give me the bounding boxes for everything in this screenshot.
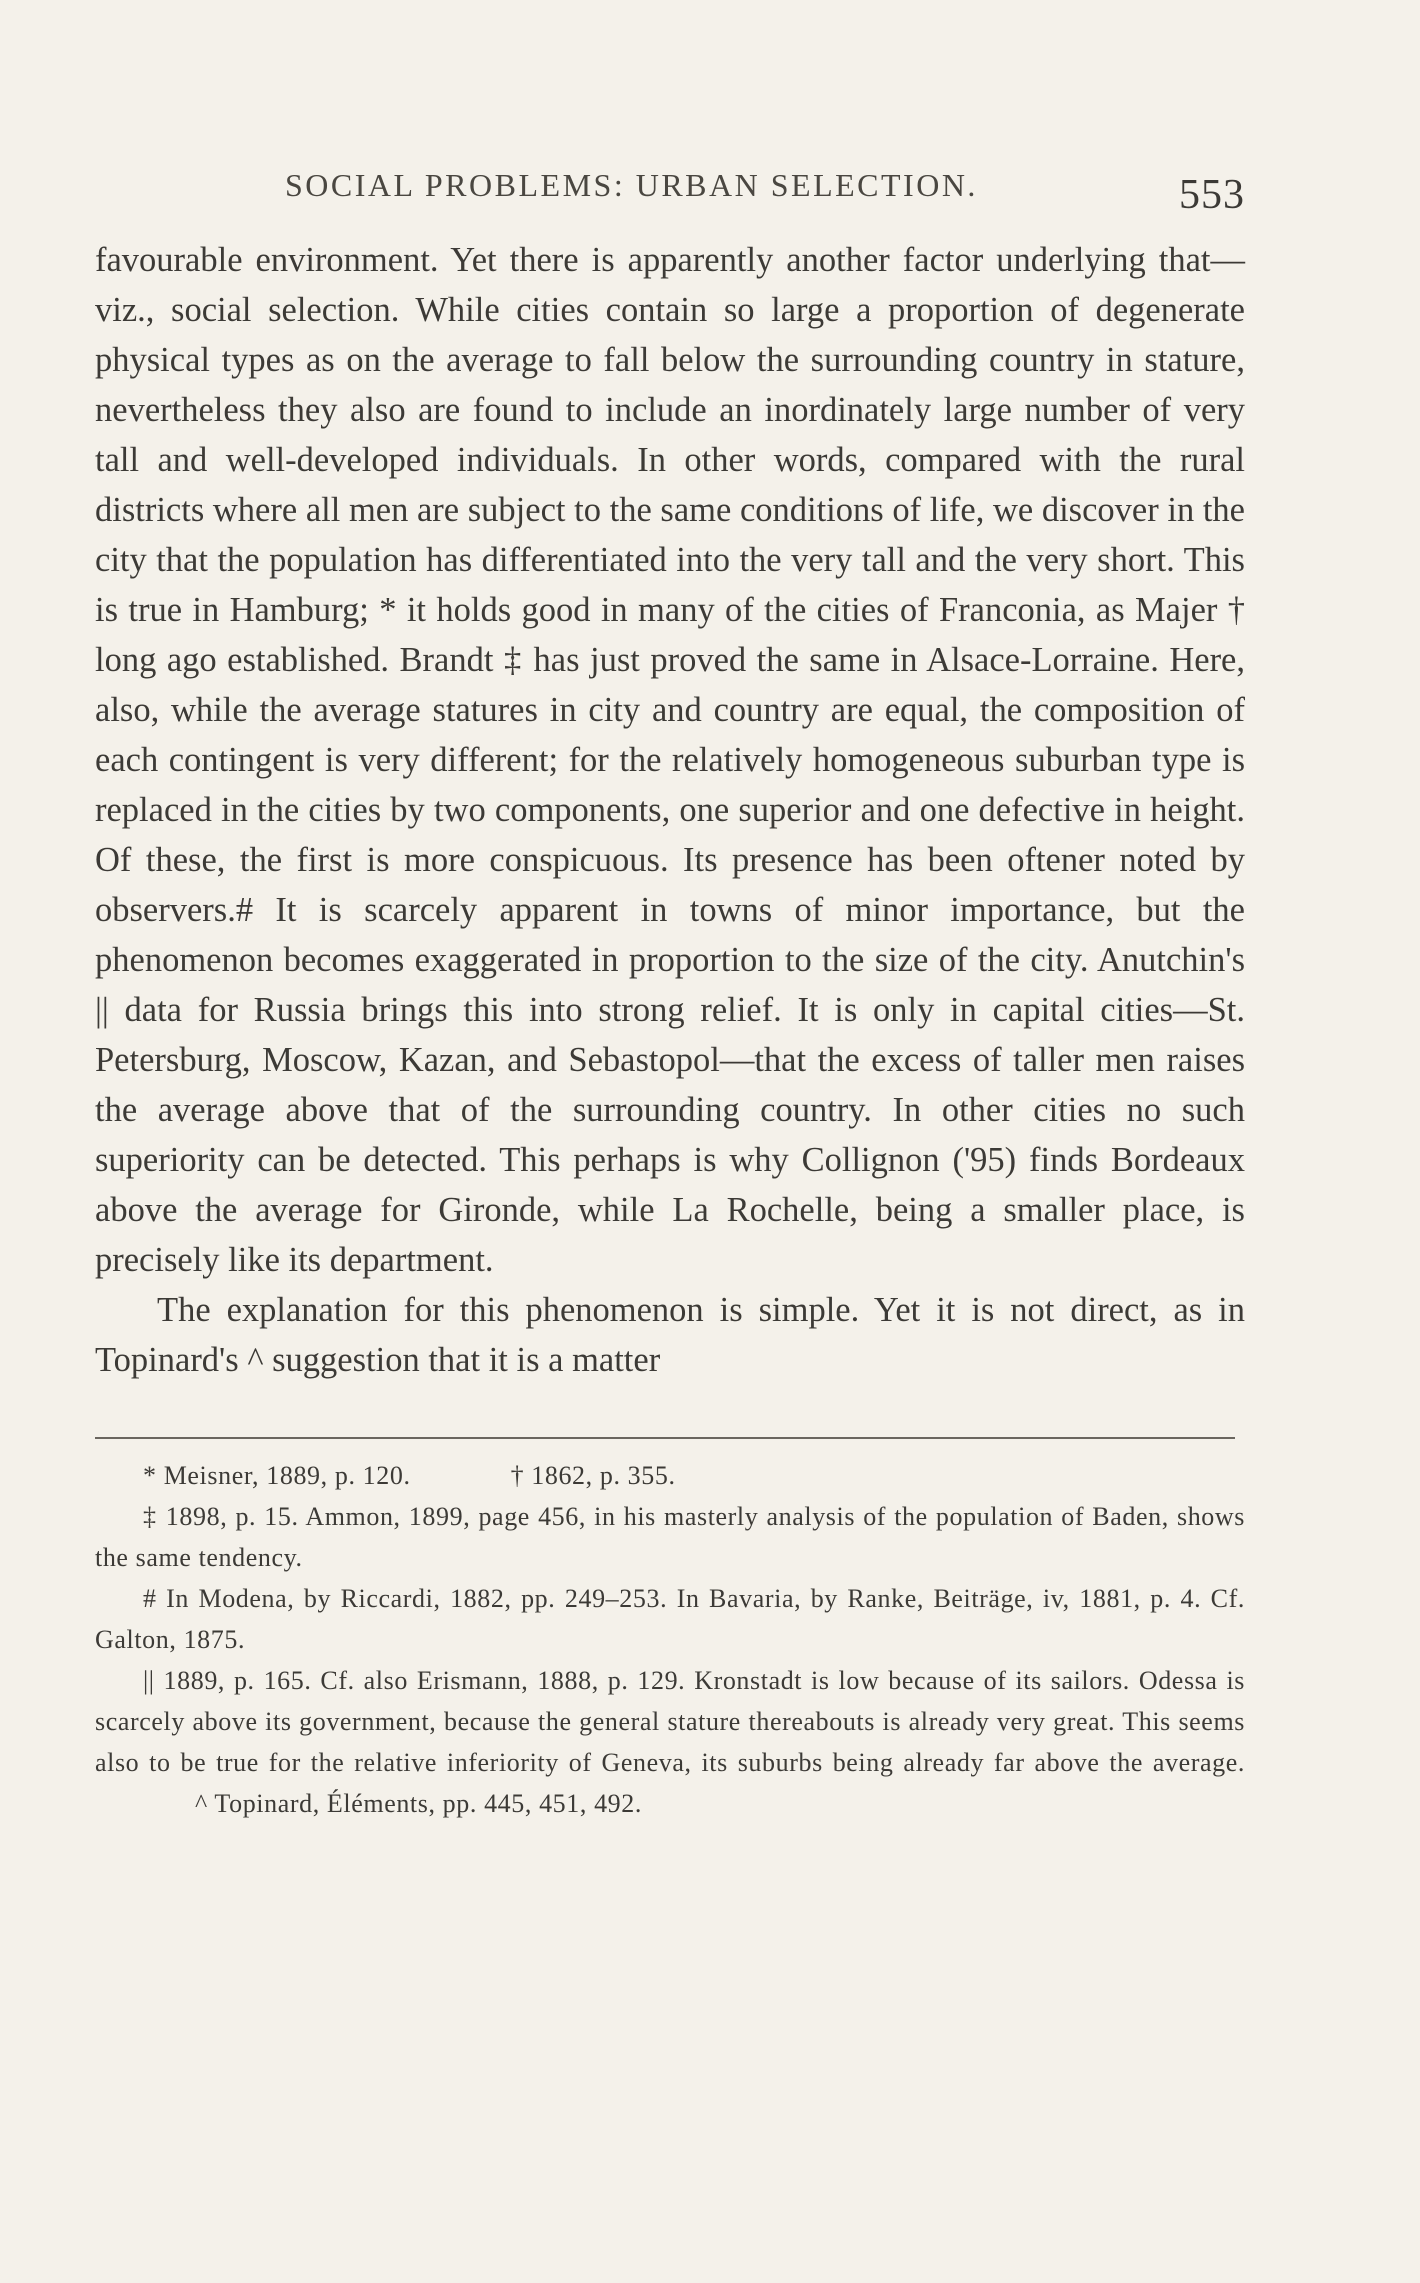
footnote-text: || 1889, p. 165. Cf. also Erismann, 1888, p. 129. Kronstadt is low because of its sailors. Odessa is scarcely above its government, because the general stature thereabouts is already very great. This seems also to be true for the relative inferiority of Geneva, its suburbs being already far above the average.: [95, 1666, 1245, 1777]
footnote-rule: [95, 1437, 1235, 1439]
footnote-text: * Meisner, 1889, p. 120.: [143, 1461, 411, 1490]
body-paragraph: favourable environment. Yet there is apparently another factor underlying that—viz., social selection. While cities contain so large a proportion of degenerate physical types as on the average to fall below the surrounding country in stature, nevertheless they also are found to include an inordinately large number of very tall and well-developed individuals. In other words, compared with the rural districts where all men are subject to the same conditions of life, we discover in the city that the population has differentiated into the very tall and the very short. This is true in Hamburg; * it holds good in many of the cities of Franconia, as Majer † long ago established. Brandt ‡ has just proved the same in Alsace-Lorraine. Here, also, while the average statures in city and country are equal, the composition of each contingent is very different; for the relatively homogeneous suburban type is replaced in the cities by two components, one superior and one defective in height. Of these, the first is more conspicuous. Its presence has been oftener noted by observers.# It is scarcely apparent in towns of minor importance, but the phenomenon becomes exaggerated in proportion to the size of the city. Anutchin's || data for Russia brings this into strong relief. It is only in capital cities—St. Petersburg, Moscow, Kazan, and Sebastopol—that the excess of taller men raises the average above that of the surrounding country. In other cities no such superiority can be detected. This perhaps is why Collignon ('95) finds Bordeaux above the average for Gironde, while La Rochelle, being a smaller place, is precisely like its department.: [95, 241, 1245, 1279]
running-head-title: SOCIAL PROBLEMS: URBAN SELECTION.: [285, 167, 978, 203]
book-page: [95, 155, 1245, 1824]
body-text: [95, 235, 1245, 1385]
footnote: # In Modena, by Riccardi, 1882, pp. 249–253. In Bavaria, by Ranke, Beiträge, iv, 1881, p. 4. Cf. Galton, 1875.: [95, 1584, 1245, 1654]
footnote-text: † 1862, p. 355.: [510, 1461, 676, 1490]
running-head: [95, 155, 1245, 218]
footnotes: [95, 1455, 1245, 1824]
footnote-text: ^ Topinard, Éléments, pp. 445, 451, 492.: [195, 1789, 642, 1818]
page-number: 553: [1179, 172, 1245, 218]
body-paragraph: The explanation for this phenomenon is simple. Yet it is not direct, as in Topinard's ^ suggestion that it is a matter: [95, 1291, 1245, 1379]
footnote: ‡ 1898, p. 15. Ammon, 1899, page 456, in his masterly analysis of the population of Baden, shows the same tendency.: [95, 1502, 1245, 1572]
footnote: [95, 1455, 1245, 1496]
footnote: [95, 1660, 1245, 1824]
